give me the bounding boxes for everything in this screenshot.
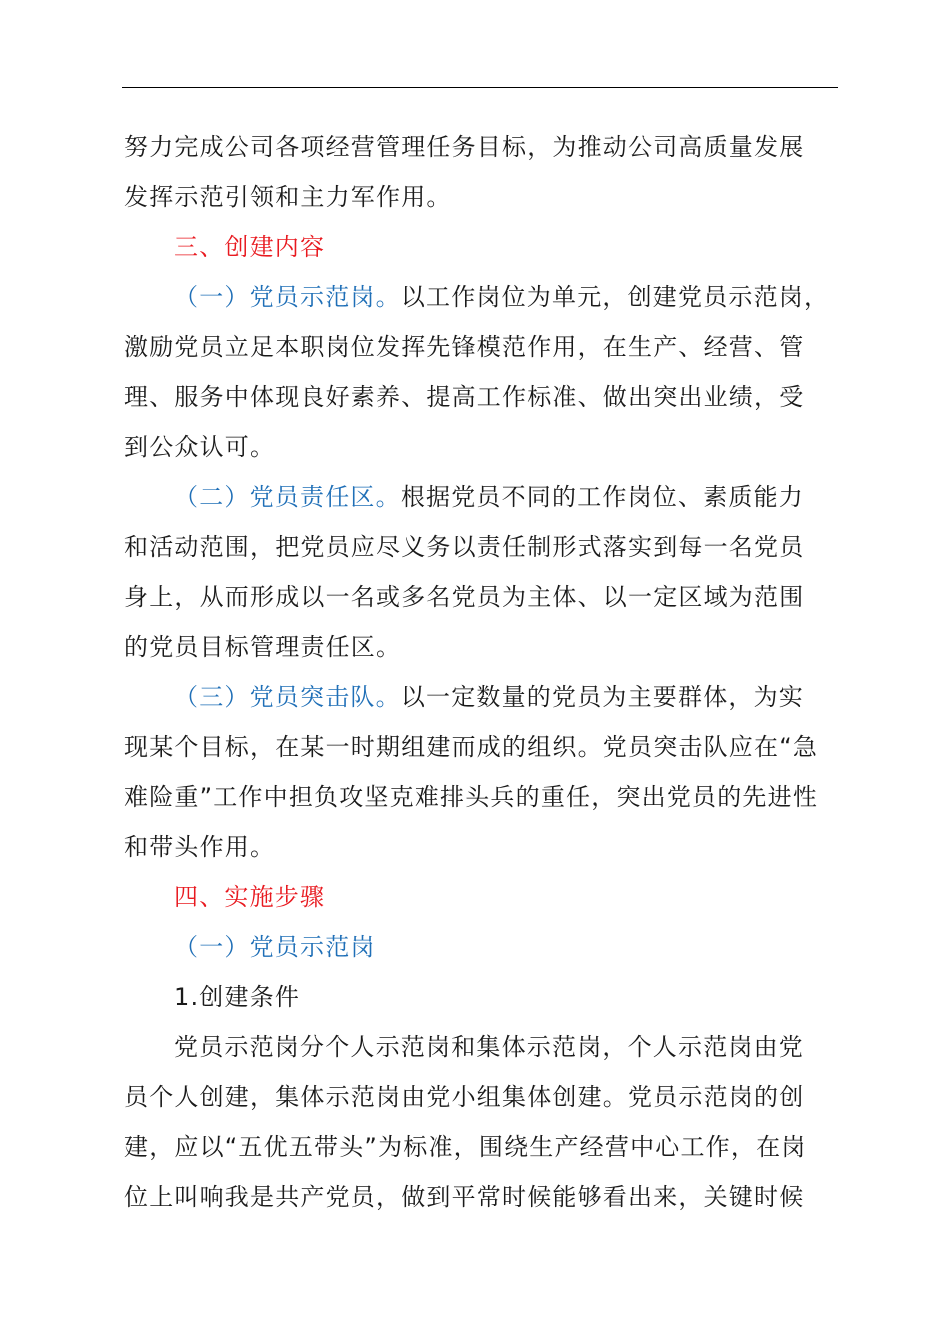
body-line: 到公众认可。 (124, 433, 276, 461)
body-line: 激励党员立足本职岗位发挥先锋模范作用，在生产、经营、管 (124, 333, 805, 361)
body-text: 以一定数量的党员为主要群体，为实 (400, 683, 805, 711)
subheading-responsibility-zone: （二）党员责任区。 (174, 483, 401, 511)
header-rule (122, 87, 838, 88)
list-item-conditions: 1.创建条件 (174, 983, 301, 1011)
body-line: 员个人创建，集体示范岗由党小组集体创建。党员示范岗的创 (124, 1083, 805, 1111)
body-line: 努力完成公司各项经营管理任务目标，为推动公司高质量发展 (124, 133, 805, 161)
paragraph-demo-post (124, 272, 840, 322)
document-body (124, 122, 840, 1222)
body-line: 难险重”工作中担负攻坚克难排头兵的重任，突出党员的先进性 (124, 783, 819, 811)
body-line: 建，应以“五优五带头”为标准，围绕生产经营中心工作，在岗 (124, 1133, 807, 1161)
body-text: 以工作岗位为单元，创建党员示范岗， (400, 283, 830, 311)
paragraph-responsibility-zone (124, 472, 840, 522)
body-line: 理、服务中体现良好素养、提高工作标准、做出突出业绩，受 (124, 383, 805, 411)
section-heading-content: 三、创建内容 (174, 233, 326, 261)
section-heading-steps: 四、实施步骤 (174, 883, 326, 911)
subheading-demo-post: （一）党员示范岗。 (174, 283, 401, 311)
body-line: 党员示范岗分个人示范岗和集体示范岗，个人示范岗由党 (174, 1033, 804, 1061)
body-line: 身上，从而形成以一名或多名党员为主体、以一定区域为范围 (124, 583, 805, 611)
paragraph-commando-team (124, 672, 840, 722)
body-line: 和活动范围，把党员应尽义务以责任制形式落实到每一名党员 (124, 533, 805, 561)
body-line: 位上叫响我是共产党员，做到平常时候能够看出来，关键时候 (124, 1183, 805, 1211)
subheading-commando-team: （三）党员突击队。 (174, 683, 401, 711)
body-line: 发挥示范引领和主力军作用。 (124, 183, 452, 211)
body-line: 的党员目标管理责任区。 (124, 633, 402, 661)
body-text: 根据党员不同的工作岗位、素质能力 (400, 483, 805, 511)
subheading-steps-demo-post: （一）党员示范岗 (174, 933, 376, 961)
body-line: 和带头作用。 (124, 833, 276, 861)
body-line: 现某个目标，在某一时期组建而成的组织。党员突击队应在“急 (124, 733, 819, 761)
